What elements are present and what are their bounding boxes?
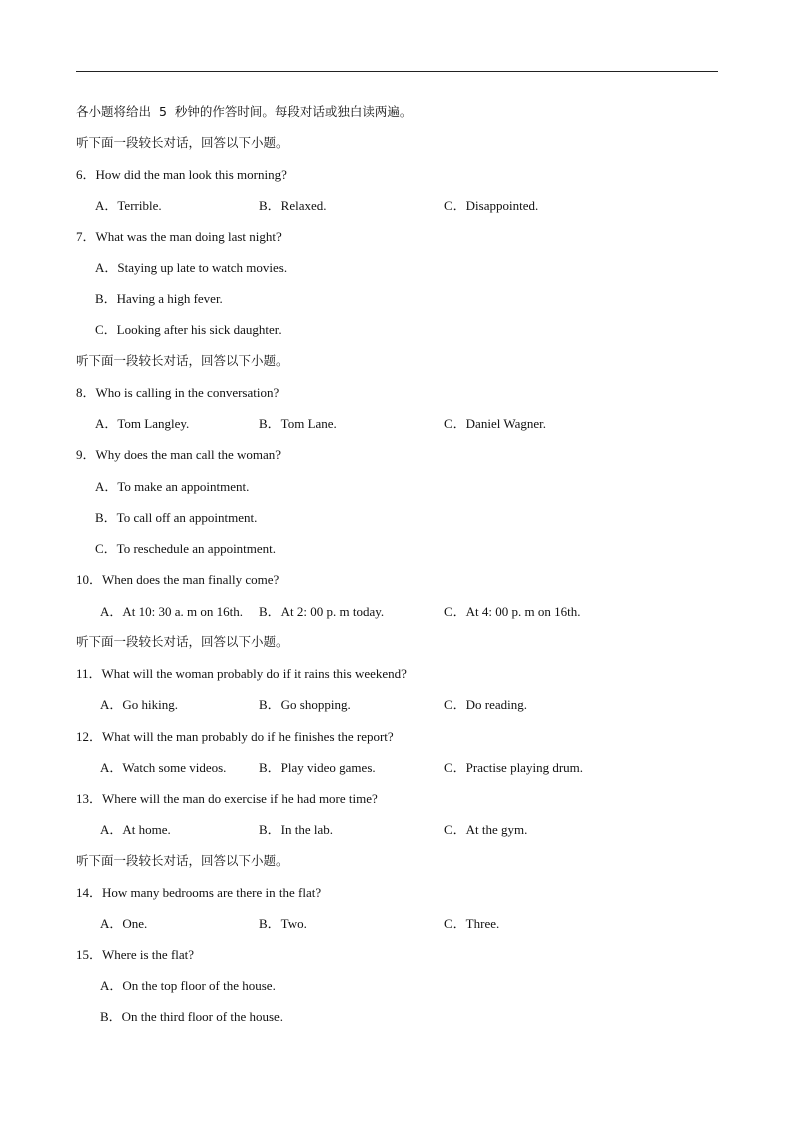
question-15: 15．Where is the flat?: [76, 947, 195, 962]
header-rule: [76, 71, 718, 72]
q15-option-b: B．On the third floor of the house.: [100, 1009, 284, 1024]
q15-option-a: A．On the top floor of the house.: [100, 978, 276, 993]
question-10: 10．When does the man finally come?: [76, 572, 280, 587]
q6-option-a: A．Terrible.: [95, 198, 162, 213]
q13-option-b: B．In the lab.: [259, 822, 334, 837]
q10-option-a: A．At 10: 30 a. m on 16th.: [100, 604, 243, 619]
q11-option-a: A．Go hiking.: [100, 697, 179, 712]
q8-option-a: A．Tom Langley.: [95, 416, 190, 431]
q14-option-b: B．Two.: [259, 916, 307, 931]
q10-option-b: B．At 2: 00 p. m today.: [259, 604, 385, 619]
q7-option-b: B．Having a high fever.: [95, 291, 223, 306]
section-heading: 听下面一段较长对话，回答以下小题。: [76, 135, 289, 150]
section-heading: 听下面一段较长对话，回答以下小题。: [76, 634, 289, 649]
q10-option-c: C．At 4: 00 p. m on 16th.: [444, 604, 581, 619]
q6-option-b: B．Relaxed.: [259, 198, 327, 213]
q6-option-c: C．Disappointed.: [444, 198, 539, 213]
question-14: 14．How many bedrooms are there in the flat?: [76, 885, 322, 900]
q12-option-b: B．Play video games.: [259, 760, 376, 775]
q12-option-a: A．Watch some videos.: [100, 760, 227, 775]
q9-option-b: B．To call off an appointment.: [95, 510, 258, 525]
question-8: 8．Who is calling in the conversation?: [76, 385, 280, 400]
q13-option-a: A．At home.: [100, 822, 171, 837]
q7-option-c: C．Looking after his sick daughter.: [95, 322, 282, 337]
question-13: 13．Where will the man do exercise if he had more time?: [76, 791, 378, 806]
q13-option-c: C．At the gym.: [444, 822, 528, 837]
q8-option-b: B．Tom Lane.: [259, 416, 337, 431]
q12-option-c: C．Practise playing drum.: [444, 760, 584, 775]
section-heading: 听下面一段较长对话，回答以下小题。: [76, 853, 289, 868]
instruction-line: 各小题将给出 5 秒钟的作答时间。每段对话或独白读两遍。: [76, 104, 413, 119]
q11-option-b: B．Go shopping.: [259, 697, 351, 712]
question-12: 12．What will the man probably do if he finishes the report?: [76, 729, 394, 744]
question-7: 7．What was the man doing last night?: [76, 229, 282, 244]
section-heading: 听下面一段较长对话，回答以下小题。: [76, 353, 289, 368]
q8-option-c: C．Daniel Wagner.: [444, 416, 546, 431]
q11-option-c: C．Do reading.: [444, 697, 528, 712]
q9-option-c: C．To reschedule an appointment.: [95, 541, 277, 556]
question-11: 11．What will the woman probably do if it rains this weekend?: [76, 666, 407, 681]
q9-option-a: A．To make an appointment.: [95, 479, 250, 494]
question-6: 6．How did the man look this morning?: [76, 167, 287, 182]
q7-option-a: A．Staying up late to watch movies.: [95, 260, 288, 275]
q14-option-a: A．One.: [100, 916, 148, 931]
q14-option-c: C．Three.: [444, 916, 500, 931]
question-9: 9．Why does the man call the woman?: [76, 447, 282, 462]
